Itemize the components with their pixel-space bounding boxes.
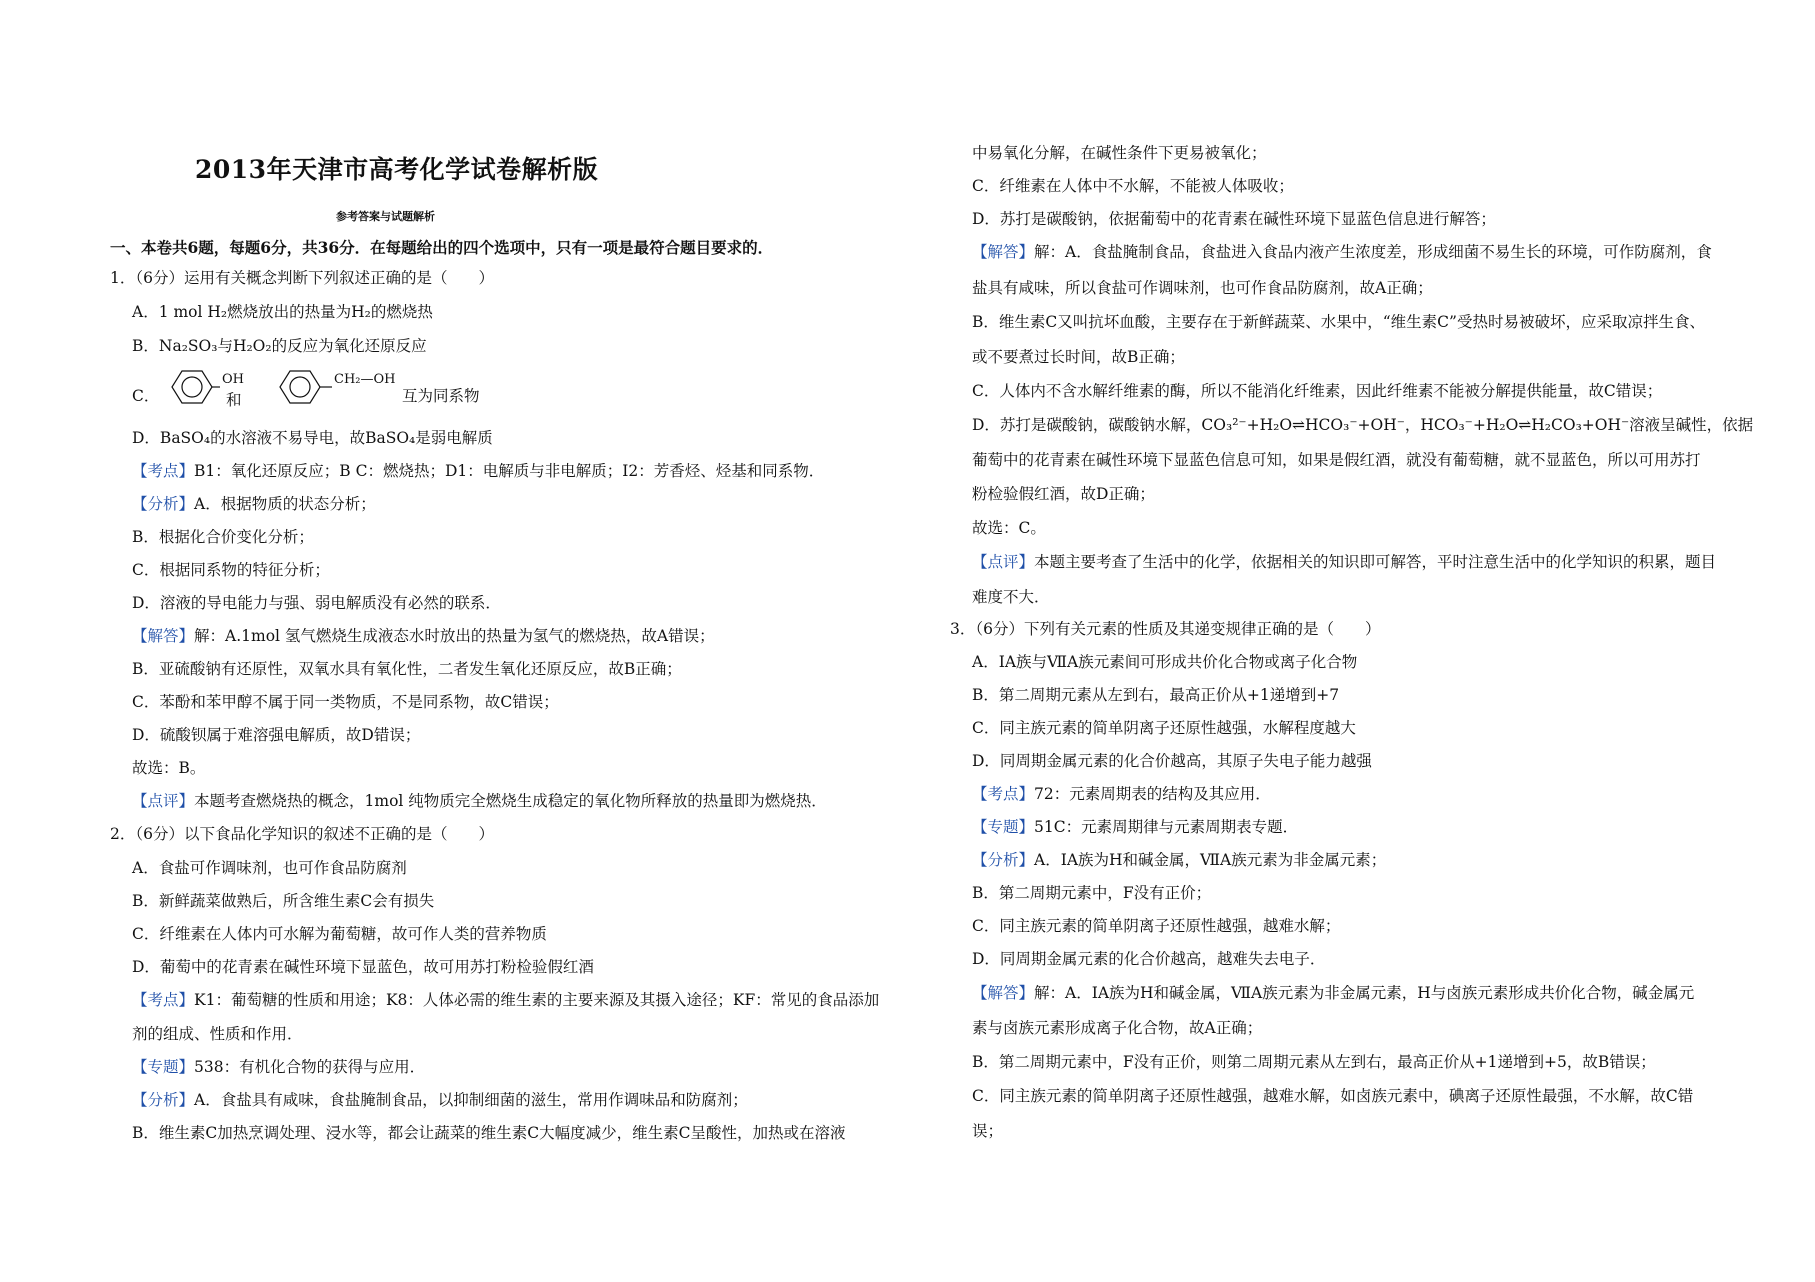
q2-dianping-cont: 难度不大． — [972, 588, 1050, 606]
q1-answer: 故选：B。 — [132, 759, 206, 777]
q3-option-c: C．同主族元素的简单阴离子还原性越强，水解程度越大 — [972, 719, 1356, 737]
jieda-tag: 【解答】 — [972, 984, 1035, 1002]
q2-option-d: D．葡萄中的花青素在碱性环境下显蓝色，故可用苏打粉检验假红酒 — [132, 958, 594, 976]
q1-option-a: A．1 mol H₂燃烧放出的热量为H₂的燃烧热 — [132, 303, 433, 321]
phenol-ring-icon — [172, 371, 212, 403]
q1-fenxi-a: A．根据物质的状态分析； — [194, 495, 376, 513]
q3-option-d: D．同周期金属元素的化合价越高，其原子失电子能力越强 — [972, 752, 1372, 770]
q2-jieda-d1: D．苏打是碳酸钠，碳酸钠水解，CO₃²⁻+H₂O⇌HCO₃⁻+OH⁻，HCO₃⁻+H₂O⇌H₂CO₃+OH⁻溶液呈碱性，依据 — [972, 416, 1754, 434]
q1-dianping-text: 本题考查燃烧热的概念，1mol 纯物质完全燃烧生成稳定的氧化物所释放的热量即为燃烧热． — [194, 792, 827, 810]
phenol-ring-circle-icon — [182, 377, 202, 397]
jieda-tag: 【解答】 — [972, 243, 1035, 261]
q1-dianping — [132, 791, 827, 811]
q1-kaodian — [132, 461, 824, 481]
q2-kaodian-text: K1：葡萄糖的性质和用途；K8：人体必需的维生素的主要来源及其摄入途径；KF：常见的食品添加 — [194, 991, 880, 1009]
q3-zhuanti — [972, 817, 1298, 837]
q2-fenxi-a: A．食盐具有咸味，食盐腌制食品，以抑制细菌的滋生，常用作调味品和防腐剂； — [194, 1091, 748, 1109]
q2-zhuanti-text: 538：有机化合物的获得与应用． — [194, 1058, 426, 1076]
q2-answer: 故选：C。 — [972, 519, 1046, 537]
q2-fenxi-b-cont: 中易氧化分解，在碱性条件下更易被氧化； — [972, 144, 1267, 162]
q2-jieda-b1: B．维生素C又叫抗坏血酸，主要存在于新鲜蔬菜、水果中，“维生素C”受热时易被破坏，应采取凉拌生食、 — [972, 313, 1705, 331]
q1-option-d: D．BaSO₄的水溶液不易导电，故BaSO₄是弱电解质 — [132, 429, 493, 447]
q2-option-c: C．纤维素在人体内可水解为葡萄糖，故可作人类的营养物质 — [132, 925, 547, 943]
q3-jieda-b: B．第二周期元素中，F没有正价，则第二周期元素从左到右，最高正价从+1递增到+5，故B错误； — [972, 1053, 1656, 1071]
q3-jieda — [972, 983, 1694, 1003]
q2-jieda-c: C．人体内不含水解纤维素的酶，所以不能消化纤维素，因此纤维素不能被分解提供能量，故C错误； — [972, 382, 1663, 400]
dianping-tag: 【点评】 — [132, 792, 195, 810]
q1-option-c-and: 和 — [226, 391, 242, 409]
q3-option-b: B．第二周期元素从左到右，最高正价从+1递增到+7 — [972, 686, 1340, 704]
dianping-tag: 【点评】 — [972, 553, 1035, 571]
q2-option-a: A．食盐可作调味剂，也可作食品防腐剂 — [132, 859, 407, 877]
q2-jieda-a2: 盐具有咸味，所以食盐可作调味剂，也可作食品防腐剂，故A正确； — [972, 279, 1433, 297]
q1-fenxi-d: D．溶液的导电能力与强、弱电解质没有必然的联系． — [132, 594, 501, 612]
q3-fenxi-c: C．同主族元素的简单阴离子还原性越强，越难水解； — [972, 917, 1341, 935]
fenxi-tag: 【分析】 — [132, 495, 195, 513]
q2-fenxi-d: D．苏打是碳酸钠，依据葡萄中的花青素在碱性环境下显蓝色信息进行解答； — [972, 210, 1496, 228]
benzyl-ring-icon — [280, 371, 320, 403]
q2-dianping — [972, 552, 1716, 572]
fenxi-tag: 【分析】 — [132, 1091, 195, 1109]
q2-dianping-text: 本题主要考查了生活中的化学，依据相关的知识即可解答，平时注意生活中的化学知识的积累，题目 — [1034, 553, 1717, 571]
q2-jieda-a1: 解：A．食盐腌制食品，食盐进入食品内液产生浓度差，形成细菌不易生长的环境，可作防腐剂，食 — [1034, 243, 1712, 261]
q3-fenxi-a: A．ⅠA族为H和碱金属，ⅦA族元素为非金属元素； — [1034, 851, 1387, 869]
q1-jieda-b: B．亚硫酸钠有还原性，双氧水具有氧化性，二者发生氧化还原反应，故B正确； — [132, 660, 682, 678]
q1-option-c-oh: OH — [222, 372, 244, 387]
q2-zhuanti — [132, 1057, 425, 1077]
q3-fenxi-b: B．第二周期元素中，F没有正价； — [972, 884, 1212, 902]
q1-stem: 1．（6分）运用有关概念判断下列叙述正确的是（ ） — [110, 269, 494, 287]
q3-fenxi-d: D．同周期金属元素的化合价越高，越难失去电子． — [972, 950, 1326, 968]
zhuanti-tag: 【专题】 — [132, 1058, 195, 1076]
q3-fenxi — [972, 850, 1386, 870]
q3-kaodian — [972, 784, 1271, 804]
q1-option-b: B．Na₂SO₃与H₂O₂的反应为氧化还原反应 — [132, 337, 427, 355]
q2-stem: 2．（6分）以下食品化学知识的叙述不正确的是（ ） — [110, 825, 494, 843]
q3-option-a: A．ⅠA族与ⅦA族元素间可形成共价化合物或离子化合物 — [972, 653, 1358, 671]
q3-jieda-a1: 解：A．ⅠA族为H和碱金属，ⅦA族元素为非金属元素，H与卤族元素形成共价化合物，碱金属元 — [1034, 984, 1695, 1002]
q1-jieda-c: C．苯酚和苯甲醇不属于同一类物质，不是同系物，故C错误； — [132, 693, 559, 711]
q2-option-b: B．新鲜蔬菜做熟后，所含维生素C会有损失 — [132, 892, 435, 910]
kaodian-tag: 【考点】 — [972, 785, 1035, 803]
jieda-tag: 【解答】 — [132, 627, 195, 645]
q1-jieda — [132, 626, 715, 646]
fenxi-tag: 【分析】 — [972, 851, 1035, 869]
q3-stem: 3．（6分）下列有关元素的性质及其递变规律正确的是（ ） — [950, 620, 1381, 638]
q2-kaodian — [132, 990, 879, 1010]
q2-jieda-d3: 粉检验假红酒，故D正确； — [972, 485, 1155, 503]
q1-jieda-a: 解：A.1mol 氢气燃烧生成液态水时放出的热量为氢气的燃烧热，故A错误； — [194, 627, 715, 645]
zhuanti-tag: 【专题】 — [972, 818, 1035, 836]
q2-jieda — [972, 242, 1712, 262]
q2-fenxi-b: B．维生素C加热烹调处理、浸水等，都会让蔬菜的维生素C大幅度减少，维生素C呈酸性，加热或在溶液 — [132, 1124, 846, 1142]
q2-fenxi-c: C．纤维素在人体中不水解，不能被人体吸收； — [972, 177, 1294, 195]
q3-zhuanti-text: 51C：元素周期律与元素周期表专题． — [1034, 818, 1299, 836]
q2-kaodian-cont: 剂的组成、性质和作用． — [132, 1025, 303, 1043]
q1-fenxi-c: C．根据同系物的特征分析； — [132, 561, 330, 579]
q3-jieda-c1: C．同主族元素的简单阴离子还原性越强，越难水解，如卤族元素中，碘离子还原性最强，不水解，故C错 — [972, 1087, 1694, 1105]
q2-jieda-d2: 葡萄中的花青素在碱性环境下显蓝色信息可知，如果是假红酒，就没有葡萄糖，就不显蓝色，所以可用苏打 — [972, 451, 1701, 469]
q2-fenxi — [132, 1090, 748, 1110]
q1-fenxi — [132, 494, 376, 514]
q1-fenxi-b: B．根据化合价变化分析； — [132, 528, 314, 546]
q3-jieda-c2: 误； — [972, 1122, 1004, 1140]
q3-kaodian-text: 72：元素周期表的结构及其应用． — [1034, 785, 1271, 803]
q1-kaodian-text: B1：氧化还原反应；B C：燃烧热；D1：电解质与非电解质；I2：芳香烃、烃基和同系物． — [194, 462, 825, 480]
kaodian-tag: 【考点】 — [132, 462, 195, 480]
benzyl-ring-circle-icon — [290, 377, 310, 397]
page-subtitle: 参考答案与试题解析 — [336, 210, 435, 223]
page-title: 2013年天津市高考化学试卷解析版 — [195, 155, 599, 184]
kaodian-tag: 【考点】 — [132, 991, 195, 1009]
q1-option-c-suffix: 互为同系物 — [402, 387, 480, 405]
section-heading: 一、本卷共6题，每题6分，共36分．在每题给出的四个选项中，只有一项是最符合题目要求的． — [110, 238, 774, 257]
q1-option-c-ch2oh: CH₂—OH — [334, 372, 396, 387]
q2-jieda-b2: 或不要煮过长时间，故B正确； — [972, 348, 1185, 366]
q1-jieda-d: D．硫酸钡属于难溶强电解质，故D错误； — [132, 726, 421, 744]
q1-option-c-label: C． — [132, 387, 160, 405]
q3-jieda-a2: 素与卤族元素形成离子化合物，故A正确； — [972, 1019, 1263, 1037]
